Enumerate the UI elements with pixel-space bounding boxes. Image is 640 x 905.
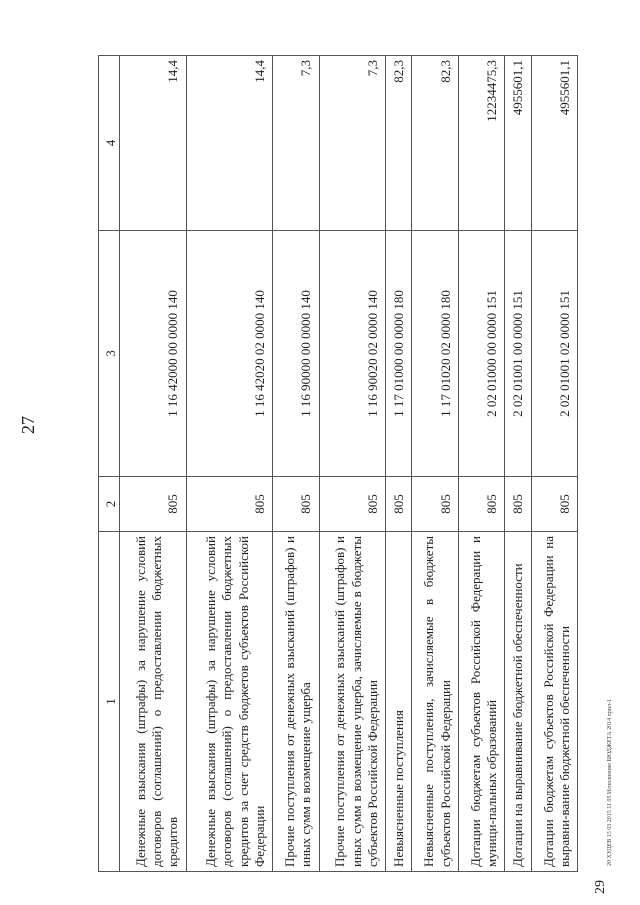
row-amount: 7,3 — [273, 56, 319, 231]
budget-table-rotated — [98, 56, 578, 872]
row-name: Дотации бюджетам субъектов Российской Федерации и муници-пальных образований — [458, 532, 504, 872]
row-budget-code: 1 16 90000 00 0000 140 — [273, 231, 319, 477]
row-name: Дотации бюджетам субъектов Российской Федерации на выравни-вание бюджетной обеспеченности — [531, 532, 577, 872]
table-row — [273, 56, 319, 872]
table-row — [412, 56, 458, 872]
row-budget-code: 1 17 01020 02 0000 180 — [412, 231, 458, 477]
budget-table — [98, 55, 578, 872]
row-amount: 14,4 — [186, 56, 273, 231]
header-col-2: 2 — [99, 477, 120, 532]
row-admin-code: 805 — [531, 477, 577, 532]
row-name: Денежные взыскания (штрафы) за нарушение условий договоров (соглашений) о предоставлении бюджетных кредитов за счет средств бюджетов субъектов Российской Федерации — [186, 532, 273, 872]
row-name: Прочие поступления от денежных взысканий (штрафов) и иных сумм в возмещение ущерба, зачисляемые в бюджеты субъектов Российской Федерации — [319, 532, 386, 872]
footer-page-number: 29 — [593, 880, 608, 894]
table-header-row — [99, 56, 120, 872]
row-amount: 4955601,1 — [531, 56, 577, 231]
row-budget-code: 1 17 01000 00 0000 180 — [386, 231, 412, 477]
footer-file-stamp: 20 ХУДЕВ 15 03 2015 11 05 Исполнение БЮДЖЕТА 2014 прил-1 — [607, 698, 613, 866]
row-budget-code: 2 02 01001 02 0000 151 — [531, 231, 577, 477]
row-name: Денежные взыскания (штрафы) за нарушение условий договоров (соглашений) о предоставлении бюджетных кредитов — [120, 532, 187, 872]
row-admin-code: 805 — [458, 477, 504, 532]
row-budget-code: 1 16 42020 02 0000 140 — [186, 231, 273, 477]
row-admin-code: 805 — [186, 477, 273, 532]
header-col-3: 3 — [99, 231, 120, 477]
row-admin-code: 805 — [120, 477, 187, 532]
row-name: Невыясненные поступления — [386, 532, 412, 872]
row-admin-code: 805 — [412, 477, 458, 532]
row-amount: 7,3 — [319, 56, 386, 231]
table-row — [319, 56, 386, 872]
row-amount: 4955601,1 — [505, 56, 531, 231]
row-admin-code: 805 — [505, 477, 531, 532]
table-row — [120, 56, 187, 872]
row-name: Дотации на выравнивание бюджетной обеспеченности — [505, 532, 531, 872]
header-col-1: 1 — [99, 532, 120, 872]
row-admin-code: 805 — [273, 477, 319, 532]
table-row — [386, 56, 412, 872]
row-amount: 82,3 — [412, 56, 458, 231]
row-budget-code: 2 02 01000 00 0000 151 — [458, 231, 504, 477]
row-admin-code: 805 — [319, 477, 386, 532]
table-row — [531, 56, 577, 872]
row-amount: 82,3 — [386, 56, 412, 231]
header-col-4: 4 — [99, 56, 120, 231]
table-row — [505, 56, 531, 872]
row-budget-code: 1 16 90020 02 0000 140 — [319, 231, 386, 477]
row-amount: 14,4 — [120, 56, 187, 231]
row-name: Невыясненные поступления, зачисляемые в бюджеты субъектов Российской Федерации — [412, 532, 458, 872]
page-number: 27 — [18, 416, 38, 434]
table-row — [458, 56, 504, 872]
row-amount: 12234475,3 — [458, 56, 504, 231]
row-budget-code: 1 16 42000 00 0000 140 — [120, 231, 187, 477]
row-admin-code: 805 — [386, 477, 412, 532]
row-budget-code: 2 02 01001 00 0000 151 — [505, 231, 531, 477]
row-name: Прочие поступления от денежных взысканий (штрафов) и иных сумм в возмещение ущерба — [273, 532, 319, 872]
table-row — [186, 56, 273, 872]
